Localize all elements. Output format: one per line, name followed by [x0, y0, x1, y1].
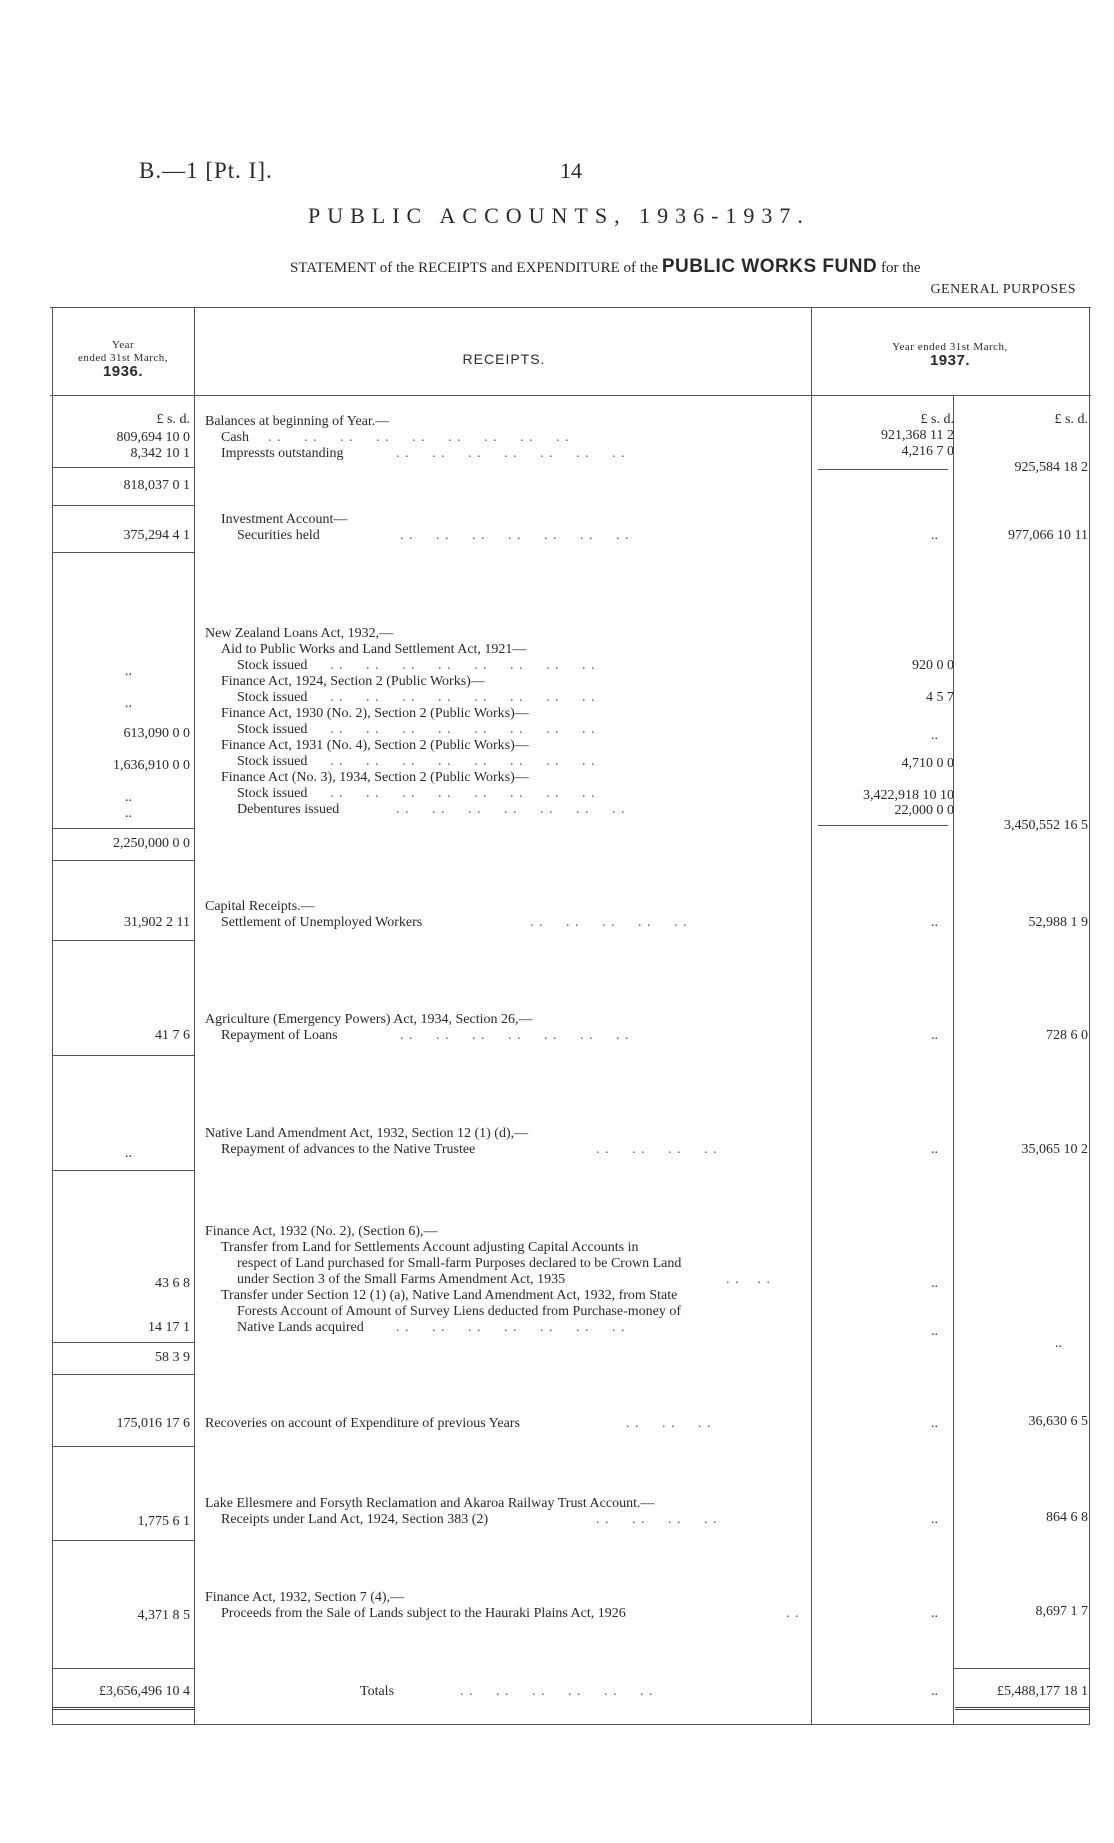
loans-heading: New Zealand Loans Act, 1932,—	[205, 626, 394, 641]
recoveries-1937: 36,630 6 5	[1028, 1414, 1088, 1429]
imprests-label: Impressts outstanding	[221, 446, 344, 461]
native-1937: 35,065 10 2	[1021, 1142, 1088, 1157]
table-top-rule	[50, 307, 1091, 308]
leader-dots: . . . . . . . .	[596, 1142, 718, 1157]
leader-dots: . . . . . . . . . . . . . . . . . .	[268, 430, 570, 445]
finance1932-total-1936: 58 3 9	[155, 1350, 190, 1365]
finance1932-heading: Finance Act, 1932 (No. 2), (Section 6),—	[205, 1224, 438, 1239]
loans-total-1937: 3,450,552 16 5	[1004, 818, 1088, 833]
subtotal-rule	[818, 825, 948, 826]
loans-act-1930: Finance Act, 1930 (No. 2), Section 2 (Public Works)—	[221, 706, 529, 721]
section-rule	[52, 1055, 194, 1056]
agriculture-1937: 728 6 0	[1046, 1028, 1088, 1043]
stock-issued-label: Stock issued	[237, 722, 308, 737]
divider-1937-subcolumns	[953, 395, 954, 1725]
column-head-1937-line1: Year ended 31st March,	[892, 341, 1008, 353]
recoveries-label: Recoveries on account of Expenditure of previous Years	[205, 1416, 520, 1431]
section-rule	[52, 860, 194, 861]
table-bottom-rule	[52, 1724, 1089, 1725]
investment-1937-detail: ..	[931, 528, 938, 543]
native-heading: Native Land Amendment Act, 1932, Section 12 (1) (d),—	[205, 1126, 529, 1141]
purposes-heading: GENERAL PURPOSES	[930, 282, 1076, 297]
loans-a2-1937: 4 5 7	[926, 690, 954, 705]
cash-label: Cash	[221, 430, 249, 445]
loans-a2-1936: ..	[125, 696, 132, 711]
subtotal-rule	[818, 469, 948, 470]
section-rule	[52, 1446, 194, 1447]
transfer-survey-1936: 14 17 1	[148, 1320, 190, 1335]
leader-dots: . . . . . .	[626, 1416, 712, 1431]
column-head-1936-line2: ended 31st March,	[77, 352, 169, 364]
currency-head-1936: £ s. d.	[156, 412, 190, 427]
capital-1937: 52,988 1 9	[1028, 915, 1088, 930]
leader-dots: . . . . . . . . . . . . . .	[400, 528, 630, 543]
loans-total-1936: 2,250,000 0 0	[113, 836, 190, 851]
fund-name: PUBLIC WORKS FUND	[661, 256, 878, 277]
leader-dots: . . . . . . . . . . . . . .	[396, 446, 626, 461]
currency-head-1937-detail: £ s. d.	[920, 412, 954, 427]
subtotal-rule	[52, 1342, 194, 1343]
balances-total-1937: 925,584 18 2	[1014, 460, 1088, 475]
column-head-1936-line1: Year	[111, 339, 135, 351]
right-border	[1089, 307, 1090, 1725]
ellesmere-label: Receipts under Land Act, 1924, Section 383 (2)	[221, 1512, 489, 1527]
loans-a1-1936: ..	[125, 664, 132, 679]
loans-a4-1937: 4,710 0 0	[901, 756, 954, 771]
agriculture-1937-detail: ..	[931, 1028, 938, 1043]
transfer-1936: 43 6 8	[155, 1276, 190, 1291]
leader-dots: . . . . . . . .	[596, 1512, 718, 1527]
ellesmere-1937: 864 6 8	[1046, 1510, 1088, 1525]
leader-dots: . . . . . . . . . . . . . . . .	[330, 786, 596, 801]
imprests-1936: 8,342 10 1	[130, 446, 190, 461]
loans-a5-1936: ..	[125, 790, 132, 805]
ellesmere-1936: 1,775 6 1	[137, 1514, 190, 1529]
stock-issued-label: Stock issued	[237, 690, 308, 705]
transfer-survey-text-3: Native Lands acquired	[237, 1320, 364, 1335]
transfer-text-3: under Section 3 of the Small Farms Amendment Act, 1935	[237, 1272, 566, 1287]
finance1932-total-1937: ..	[1055, 1336, 1062, 1351]
subtotal-rule	[52, 828, 194, 829]
recoveries-1937-detail: ..	[931, 1416, 938, 1431]
section-rule	[953, 1668, 1089, 1669]
stock-issued-label: Stock issued	[237, 754, 308, 769]
capital-1937-detail: ..	[931, 915, 938, 930]
statement-post: for the	[880, 260, 921, 276]
totals-1937-detail: ..	[931, 1684, 938, 1699]
section-rule	[52, 1668, 194, 1669]
grand-total-rule	[955, 1707, 1089, 1710]
leader-dots: . . . . . . . . . . . . . . . .	[330, 690, 596, 705]
column-head-1937	[811, 341, 1089, 367]
ellesmere-heading: Lake Ellesmere and Forsyth Reclamation and Akaroa Railway Trust Account.—	[205, 1496, 655, 1511]
leader-dots: . .	[786, 1606, 800, 1621]
leader-dots: . . . . . . . . . . . . . . . .	[330, 722, 596, 737]
column-head-1936	[52, 339, 194, 378]
ellesmere-1937-detail: ..	[931, 1512, 938, 1527]
recoveries-1936: 175,016 17 6	[116, 1416, 190, 1431]
securities-label: Securities held	[237, 528, 320, 543]
hauraki-1937: 8,697 1 7	[1035, 1604, 1088, 1619]
repayment-loans-label: Repayment of Loans	[221, 1028, 338, 1043]
currency-head-1937-total: £ s. d.	[1054, 412, 1088, 427]
hauraki-heading: Finance Act, 1932, Section 7 (4),—	[205, 1590, 405, 1605]
transfer-survey-text-1: Transfer under Section 12 (1) (a), Native Land Amendment Act, 1932, from State	[221, 1288, 678, 1303]
transfer-text-1: Transfer from Land for Settlements Account adjusting Capital Accounts in	[221, 1240, 639, 1255]
loans-act-1921: Aid to Public Works and Land Settlement Act, 1921—	[221, 642, 527, 657]
transfer-survey-1937: ..	[931, 1324, 938, 1339]
cash-1937: 921,368 11 2	[881, 428, 954, 443]
loans-a5-1937: 3,422,918 10 10	[863, 788, 954, 803]
document-reference: B.—1 [Pt. I].	[139, 158, 273, 183]
transfer-text-2: respect of Land purchased for Small-farm Purposes declared to be Crown Land	[237, 1256, 682, 1271]
leader-dots: . . . . . . . . . . . . . . . .	[330, 754, 596, 769]
section-rule	[52, 505, 194, 506]
statement-pre: STATEMENT of the RECEIPTS and EXPENDITURE of the	[290, 260, 659, 276]
leader-dots: . . . . . . . . . . . . . . . .	[330, 658, 596, 673]
investment-1936: 375,294 4 1	[123, 528, 190, 543]
leader-dots: . . . .	[726, 1272, 771, 1287]
native-trustee-label: Repayment of advances to the Native Trustee	[221, 1142, 476, 1157]
leader-dots: . . . . . . . . . . . . . .	[400, 1028, 630, 1043]
debentures-1936: ..	[125, 806, 132, 821]
section-rule	[52, 1170, 194, 1171]
leader-dots: . . . . . . . . . . . .	[460, 1684, 654, 1699]
section-rule	[52, 1540, 194, 1541]
hauraki-1936: 4,371 8 5	[137, 1608, 190, 1623]
section-rule	[52, 1374, 194, 1375]
leader-dots: . . . . . . . . . .	[530, 915, 688, 930]
totals-1936: £3,656,496 10 4	[99, 1684, 190, 1699]
leader-dots: . . . . . . . . . . . . . .	[396, 1320, 626, 1335]
debentures-1937: 22,000 0 0	[894, 803, 954, 818]
native-1936: ..	[125, 1146, 132, 1161]
balances-total-1936: 818,037 0 1	[123, 478, 190, 493]
unemployed-label: Settlement of Unemployed Workers	[221, 915, 423, 930]
section-rule	[52, 552, 194, 553]
investment-heading: Investment Account—	[221, 512, 348, 527]
divider-receipts-1937	[811, 307, 812, 1725]
native-1937-detail: ..	[931, 1142, 938, 1157]
page-title: PUBLIC ACCOUNTS, 1936-1937.	[308, 203, 810, 228]
loans-act-1934: Finance Act (No. 3), 1934, Section 2 (Public Works)—	[221, 770, 529, 785]
transfer-1937: ..	[931, 1276, 938, 1291]
loans-act-1931: Finance Act, 1931 (No. 4), Section 2 (Public Works)—	[221, 738, 529, 753]
column-head-1936-year: 1936.	[102, 363, 144, 380]
section-rule	[52, 940, 194, 941]
loans-a3-1937: ..	[931, 728, 938, 743]
hauraki-label: Proceeds from the Sale of Lands subject to the Hauraki Plains Act, 1926	[221, 1606, 626, 1621]
subtotal-rule	[52, 467, 194, 468]
column-head-1937-year: 1937.	[929, 352, 971, 369]
totals-label: Totals	[360, 1684, 395, 1699]
cash-1936: 809,694 10 0	[116, 430, 190, 445]
column-head-receipts: RECEIPTS.	[462, 351, 546, 367]
page-number: 14	[560, 158, 582, 183]
stock-issued-label: Stock issued	[237, 786, 308, 801]
left-border	[52, 307, 53, 1725]
capital-heading: Capital Receipts.—	[205, 899, 315, 914]
header-bottom-rule	[50, 395, 1091, 396]
divider-1936-receipts	[194, 307, 195, 1725]
transfer-survey-text-2: Forests Account of Amount of Survey Liens deducted from Purchase-money of	[237, 1304, 682, 1319]
agriculture-1936: 41 7 6	[155, 1028, 190, 1043]
stock-issued-label: Stock issued	[237, 658, 308, 673]
debentures-label: Debentures issued	[237, 802, 340, 817]
loans-a4-1936: 1,636,910 0 0	[113, 758, 190, 773]
balances-heading: Balances at beginning of Year.—	[205, 414, 390, 429]
agriculture-heading: Agriculture (Emergency Powers) Act, 1934, Section 26,—	[205, 1012, 533, 1027]
imprests-1937: 4,216 7 0	[901, 444, 954, 459]
capital-1936: 31,902 2 11	[124, 915, 190, 930]
investment-1937: 977,066 10 11	[1008, 528, 1088, 543]
grand-total-rule	[52, 1707, 194, 1710]
loans-a3-1936: 613,090 0 0	[123, 726, 190, 741]
hauraki-1937-detail: ..	[931, 1606, 938, 1621]
statement-heading	[290, 256, 921, 278]
leader-dots: . . . . . . . . . . . . . .	[396, 802, 626, 817]
loans-act-1924: Finance Act, 1924, Section 2 (Public Works)—	[221, 674, 485, 689]
totals-1937: £5,488,177 18 1	[997, 1684, 1088, 1699]
loans-a1-1937: 920 0 0	[912, 658, 954, 673]
